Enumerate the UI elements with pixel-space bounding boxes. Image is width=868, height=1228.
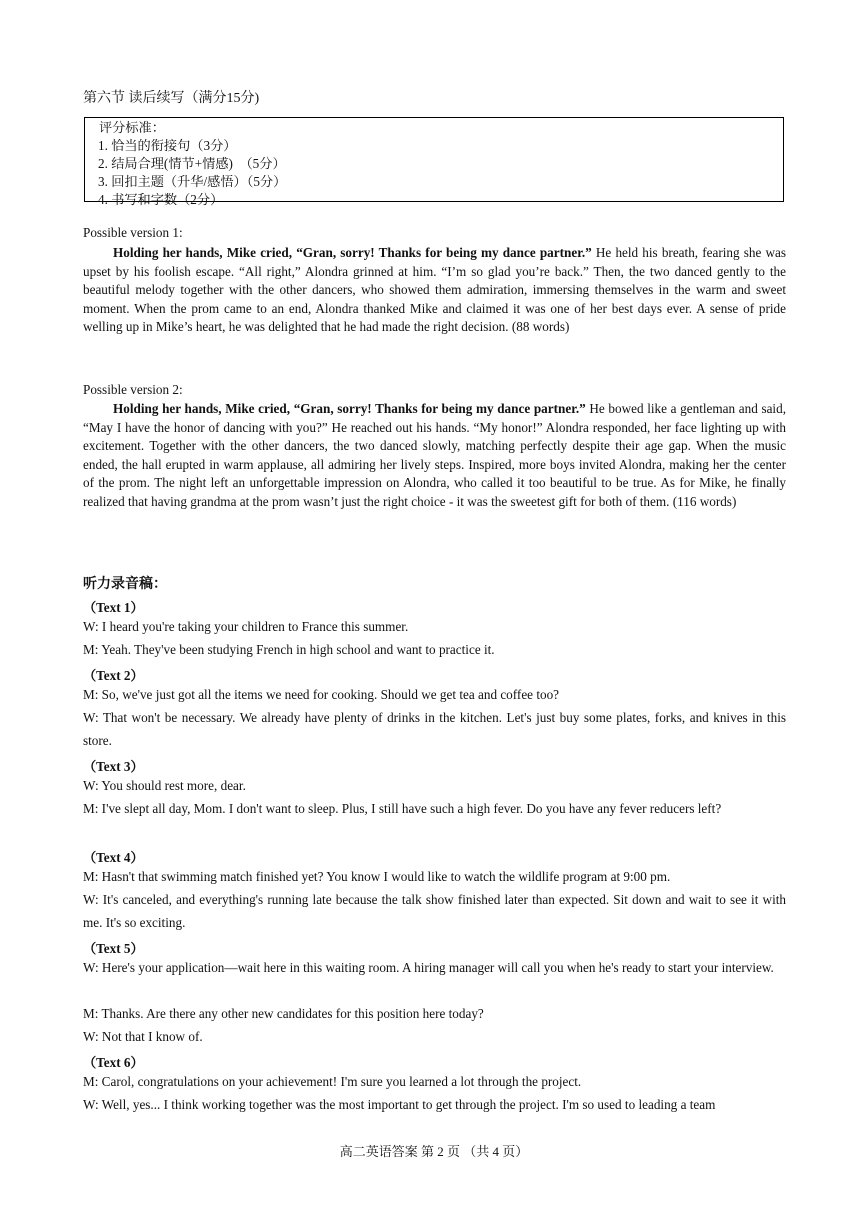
criteria-item: 1. 恰当的衔接句（3分）: [98, 138, 237, 153]
text-heading: （Text 1）: [83, 600, 144, 615]
dialogue-line: W: That won't be necessary. We already have plenty of drinks in the kitchen. Let's just buy some plates, forks, and knives in this store.: [83, 710, 786, 748]
transcript-title: 听力录音稿：: [83, 577, 167, 592]
version-1-body: He held his breath, fearing she was upset by his foolish escape. “All right,” Alondra grinned at him. “I’m so glad you’re back.” Then, the two danced gently to the beautiful melody together with the other dancers, who showed them admiration, immersing themselves in the warm and sweet moment. When the prom came to an end, Alondra thanked Mike and claimed it was one of her best days ever. A sense of pride welling up in Mike’s heart, he was delighted that he had made the right decision. (88 words): [83, 245, 786, 335]
version-2-label: Possible version 2:: [83, 382, 183, 397]
dialogue-line: W: It's canceled, and everything's running late because the talk show finished later than expected. Sit down and wait to see it with me. It's so exciting.: [83, 892, 786, 930]
text-heading: （Text 6）: [83, 1055, 144, 1070]
criteria-item: 4. 书写和字数（2分）: [98, 192, 224, 207]
page-footer: 高二英语答案 第 2 页 （共 4 页）: [339, 1144, 529, 1159]
dialogue-line: M: Thanks. Are there any other new candidates for this position here today?: [83, 1006, 484, 1021]
dialogue-line: M: I've slept all day, Mom. I don't want to sleep. Plus, I still have such a high fever. Do you have any fever reducers left?: [83, 801, 722, 816]
dialogue-line: W: Here's your application—wait here in this waiting room. A hiring manager will call you when he's ready to start your interview.: [83, 960, 774, 975]
section-title: 第六节 读后续写（满分15分): [83, 91, 260, 106]
scoring-criteria-box: [84, 117, 784, 207]
criteria-item: 3. 回扣主题（升华/感悟）（5分）: [98, 174, 287, 189]
version-1-paragraph: [83, 244, 786, 337]
text-heading: （Text 5）: [83, 941, 144, 956]
dialogue-line: W: You should rest more, dear.: [83, 778, 246, 793]
text-heading: （Text 3）: [83, 759, 144, 774]
dialogue-line: M: Yeah. They've been studying French in high school and want to practice it.: [83, 642, 495, 657]
dialogue-line: W: I heard you're taking your children to France this summer.: [83, 619, 409, 634]
dialogue-line: W: Well, yes... I think working together was the most important to get through the project. I'm so used to leading a team: [83, 1097, 716, 1112]
text-heading: （Text 2）: [83, 668, 144, 683]
version-2-paragraph: [83, 400, 786, 512]
criteria-heading: 评分标准：: [99, 120, 165, 135]
version-2-lead: Holding her hands, Mike cried, “Gran, sorry! Thanks for being my dance partner.”: [113, 401, 586, 416]
dialogue-line: M: Hasn't that swimming match finished yet? You know I would like to watch the wildlife program at 9:00 pm.: [83, 869, 671, 884]
text-heading: （Text 4）: [83, 850, 144, 865]
version-1-label: Possible version 1:: [83, 225, 183, 240]
dialogue-line: M: So, we've just got all the items we need for cooking. Should we get tea and coffee too?: [83, 687, 560, 702]
dialogue-line: M: Carol, congratulations on your achievement! I'm sure you learned a lot through the project.: [83, 1074, 582, 1089]
version-2-body: He bowed like a gentleman and said, “May I have the honor of dancing with you?” He reached out his hands. “My honor!” Alondra responded, her face lighting up with excitement. Together with the other dancers, the two danced slowly, matching perfectly despite their age gap. When the music ended, the hall erupted in warm applause, all admiring her lively steps. Inspired, more boys invited Alondra, making her the center of the prom. The night left an unforgettable impression on Alondra, who called it too beautiful to be true. As for Mike, he finally realized that having grandma at the prom wasn’t just the right choice - it was the sweetest gift for both of them. (116 words): [83, 401, 786, 509]
dialogue-line: W: Not that I know of.: [83, 1029, 203, 1044]
criteria-item: 2. 结局合理(情节+情感) （5分）: [98, 156, 286, 171]
version-1-lead: Holding her hands, Mike cried, “Gran, sorry! Thanks for being my dance partner.”: [113, 245, 592, 260]
